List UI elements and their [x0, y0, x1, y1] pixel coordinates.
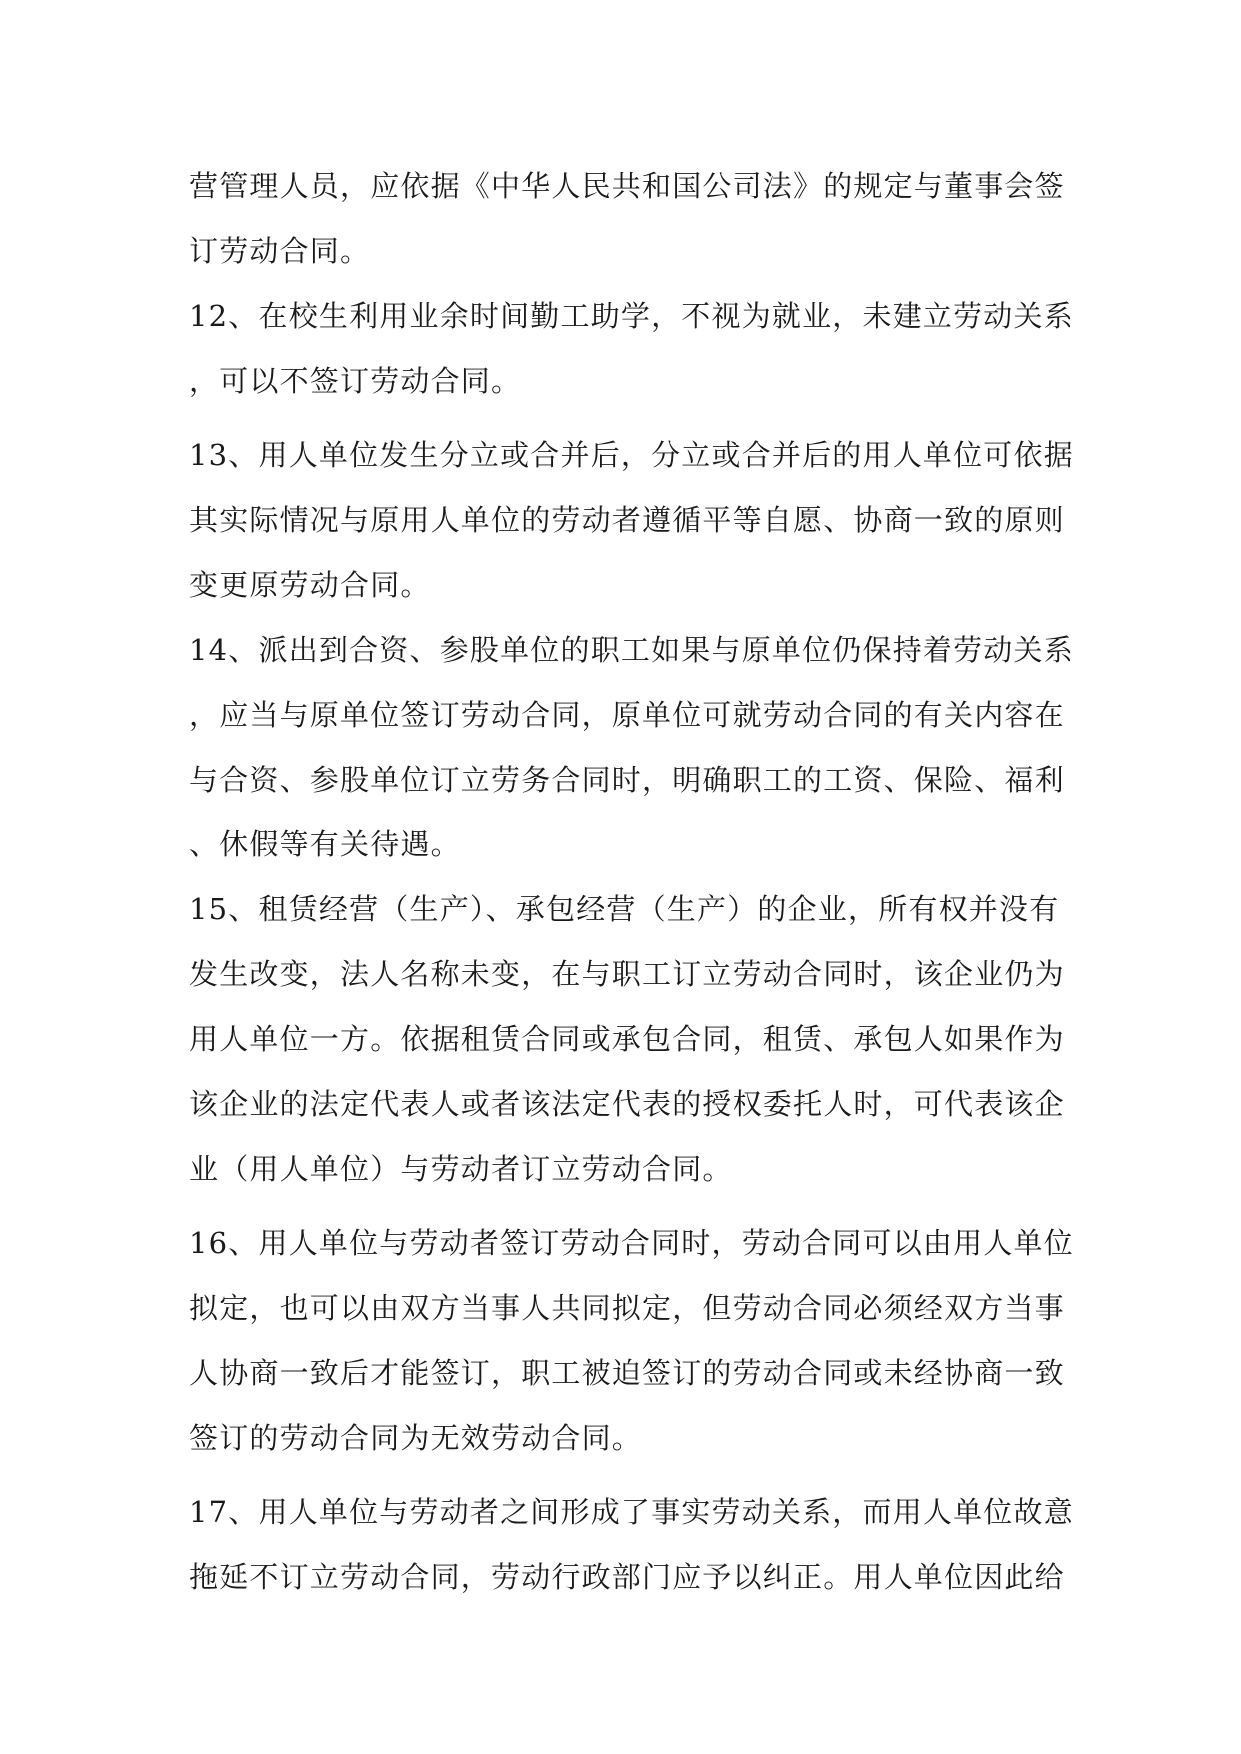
text-line: 17、用人单位与劳动者之间形成了事实劳动关系，而用人单位故意 — [189, 1495, 1074, 1529]
text-line: 14、派出到合资、参股单位的职工如果与原单位仍保持着劳动关系 — [189, 633, 1074, 667]
text-line: 15、租赁经营（生产）、承包经营（生产）的企业，所有权并没有 — [189, 892, 1060, 926]
text-line: 13、用人单位发生分立或合并后，分立或合并后的用人单位可依据 — [189, 438, 1074, 472]
text-line: 营管理人员，应依据《中华人民共和国公司法》的规定与董事会签 — [189, 169, 1065, 203]
text-line: 该企业的法定代表人或者该法定代表的授权委托人时，可代表该企 — [189, 1087, 1065, 1121]
text-line: 变更原劳动合同。 — [189, 568, 431, 602]
text-line: 与合资、参股单位订立劳务合同时，明确职工的工资、保险、福利 — [189, 763, 1065, 797]
text-line: 发生改变，法人名称未变，在与职工订立劳动合同时，该企业仍为 — [189, 957, 1065, 991]
text-line: ，可以不签订劳动合同。 — [189, 364, 522, 398]
text-line: 拖延不订立劳动合同，劳动行政部门应予以纠正。用人单位因此给 — [189, 1560, 1065, 1594]
text-line: 其实际情况与原用人单位的劳动者遵循平等自愿、协商一致的原则 — [189, 503, 1065, 537]
text-line: 签订的劳动合同为无效劳动合同。 — [189, 1421, 643, 1455]
text-line: ，应当与原单位签订劳动合同，原单位可就劳动合同的有关内容在 — [189, 698, 1065, 732]
text-line: 业（用人单位）与劳动者订立劳动合同。 — [189, 1152, 733, 1186]
text-line: 、休假等有关待遇。 — [189, 827, 461, 861]
text-line: 16、用人单位与劳动者签订劳动合同时，劳动合同可以由用人单位 — [189, 1226, 1074, 1260]
text-line: 人协商一致后才能签订，职工被迫签订的劳动合同或未经协商一致 — [189, 1356, 1065, 1390]
text-line: 拟定，也可以由双方当事人共同拟定，但劳动合同必须经双方当事 — [189, 1291, 1065, 1325]
text-line: 用人单位一方。依据租赁合同或承包合同，租赁、承包人如果作为 — [189, 1022, 1065, 1056]
text-line: 12、在校生利用业余时间勤工助学，不视为就业，未建立劳动关系 — [189, 299, 1074, 333]
text-line: 订劳动合同。 — [189, 234, 371, 268]
